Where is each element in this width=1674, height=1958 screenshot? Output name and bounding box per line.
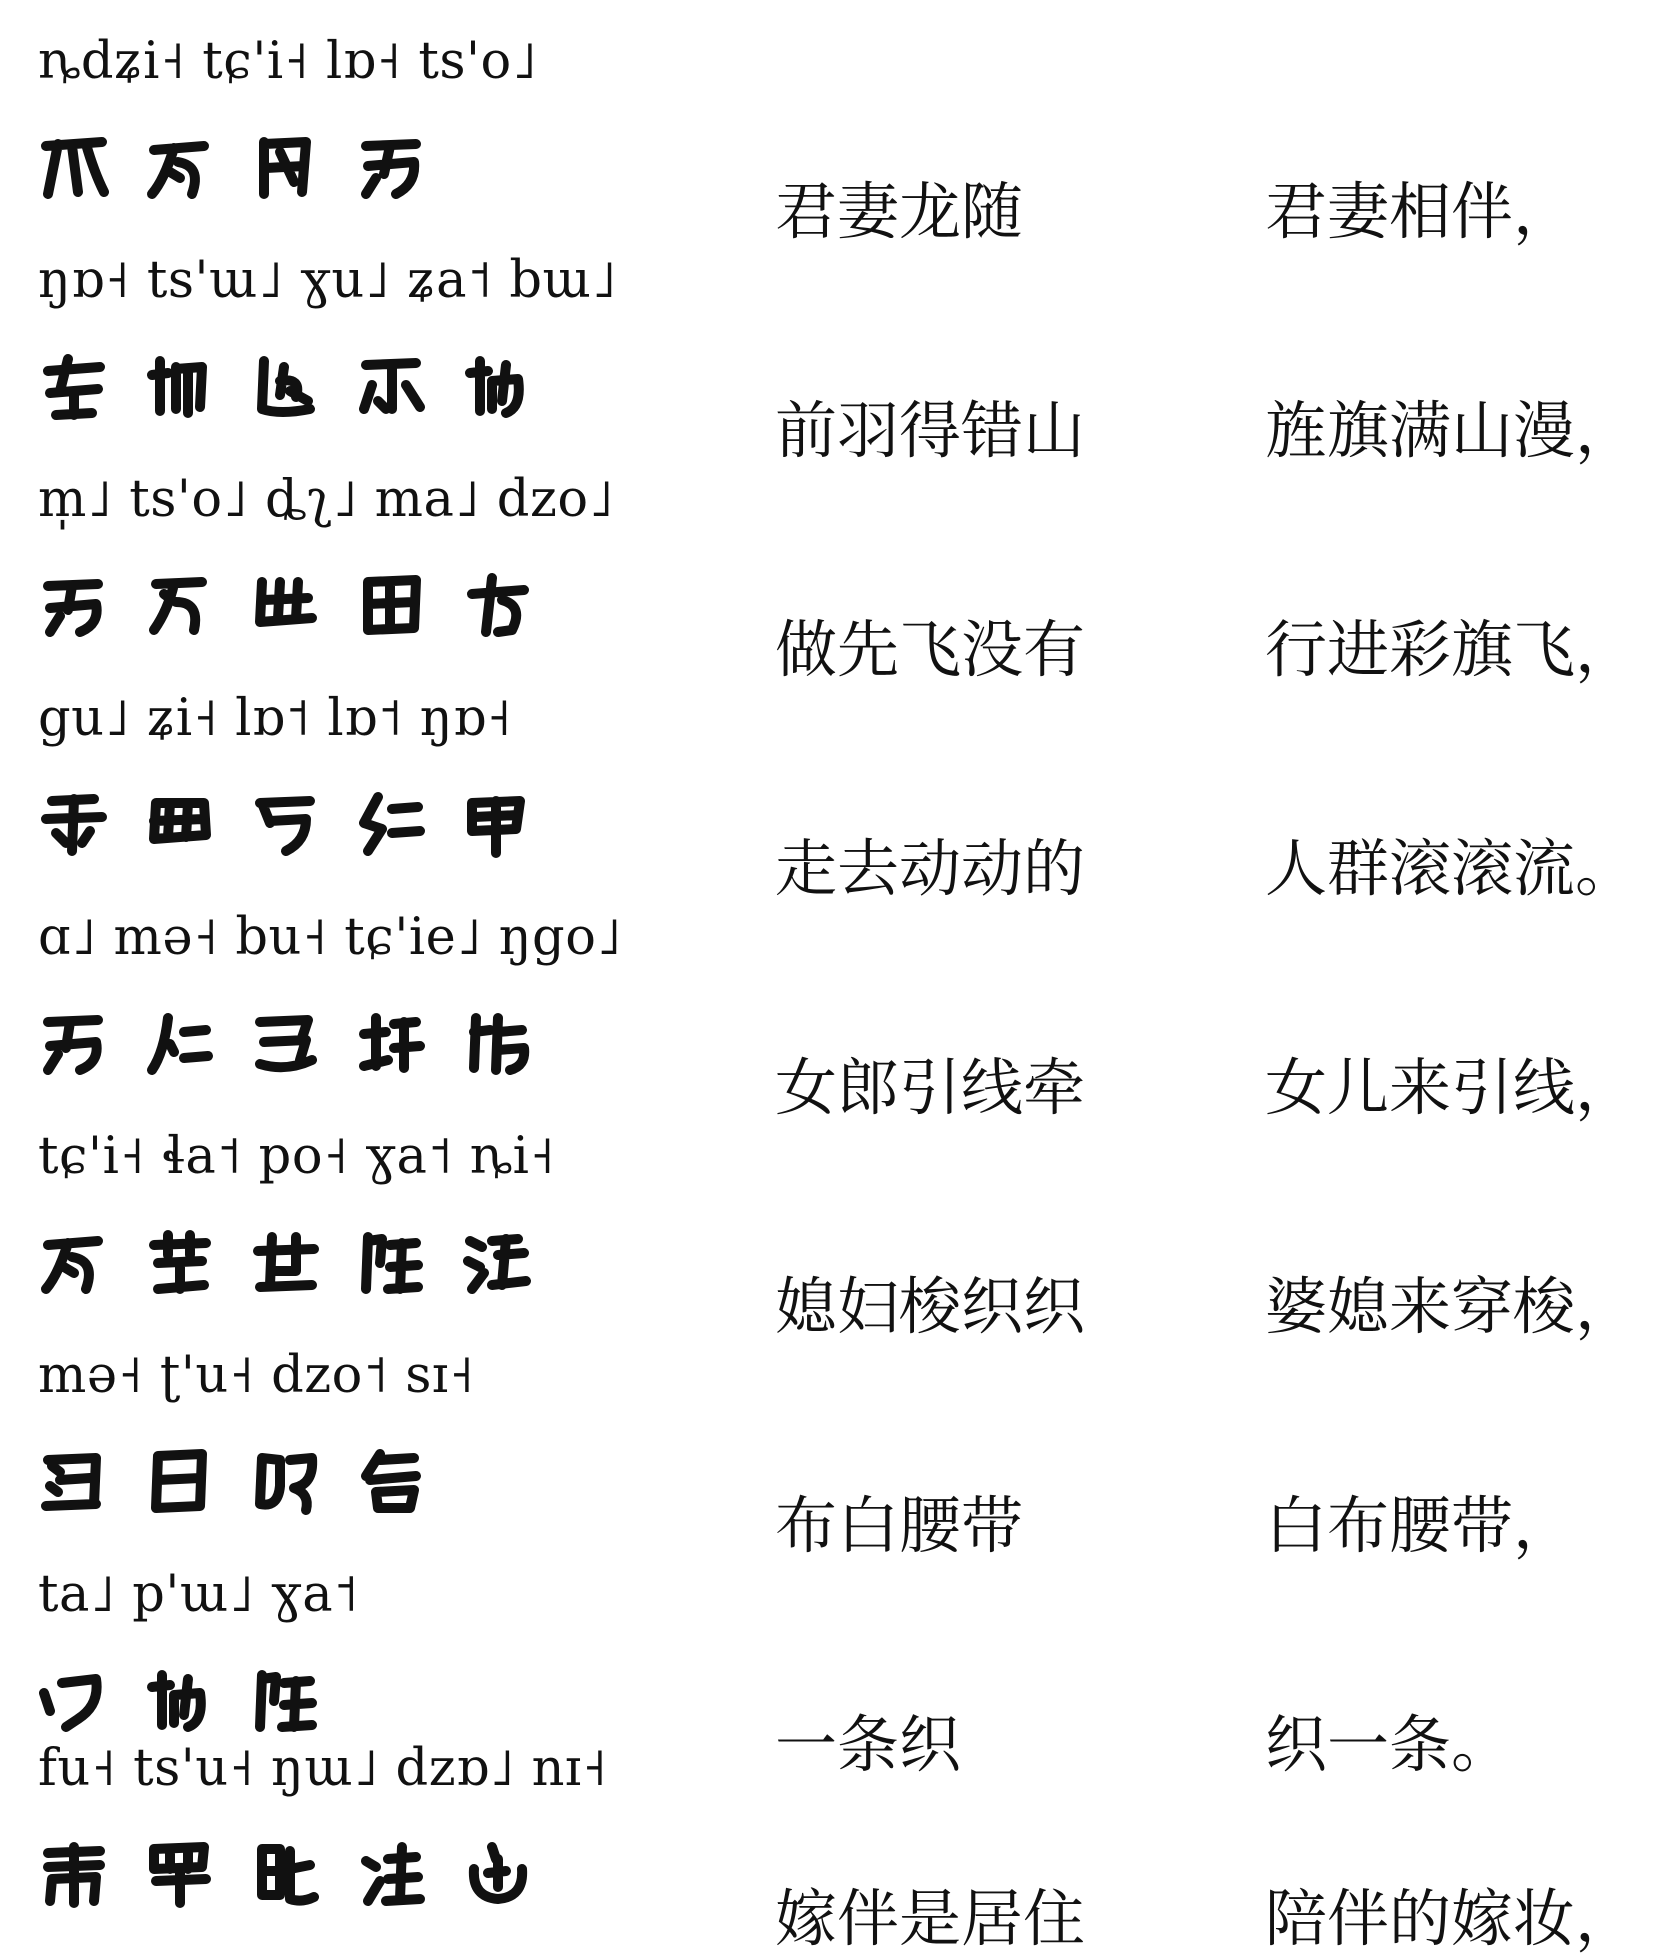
yi-glyph-1 [38,1446,110,1518]
free-translation: 白布腰带， [1265,1489,1576,1562]
yi-glyph-4 [356,1008,428,1080]
stanza-9 [0,1737,1674,1956]
ipa-transcription: ȵdʑi˧ tɕ'i˧ lɒ˧ ts'o˩ [38,32,538,91]
free-translation: 君妻相伴， [1265,175,1576,248]
yi-script-line [38,556,568,656]
ipa-transcription: gu˩ ʑi˧ lɒ˦ lɒ˦ ŋɒ˧ [38,689,512,748]
yi-glyph-4 [356,570,428,642]
yi-glyph-3 [250,1446,322,1518]
yi-glyph-2 [144,351,216,423]
yi-glyph-3 [250,1008,322,1080]
yi-glyph-4 [356,351,428,423]
literal-translation: 一条织 [775,1708,962,1781]
literal-translation: 君妻龙随 [775,175,1024,248]
free-translation: 婆媳来穿梭， [1265,1270,1638,1343]
yi-glyph-2 [144,1008,216,1080]
stanza-3 [0,468,1674,687]
yi-glyph-1 [38,1839,110,1911]
yi-glyph-2 [144,789,216,861]
yi-script-line [38,1651,356,1751]
ipa-transcription: m̩˩ ts'o˩ ȡʅ˩ ma˩ dzo˩ [38,470,615,529]
yi-glyph-2 [144,132,216,204]
yi-glyph-1 [38,1008,110,1080]
free-translation: 陪伴的嫁妆， [1265,1882,1638,1955]
stanza-5 [0,906,1674,1125]
yi-glyph-4 [356,1839,428,1911]
yi-script-line [38,775,568,875]
yi-glyph-4 [356,1227,428,1299]
ipa-transcription: ŋɒ˧ ts'ɯ˩ ɣu˩ ʑa˦ bɯ˩ [38,251,618,310]
yi-glyph-3 [250,351,322,423]
yi-glyph-5 [462,351,534,423]
literal-translation: 媳妇梭织织 [775,1270,1086,1343]
stanza-6 [0,1125,1674,1344]
free-translation: 旌旗满山漫， [1265,394,1638,467]
literal-translation: 布白腰带 [775,1489,1024,1562]
yi-glyph-1 [38,351,110,423]
literal-translation: 走去动动的 [775,832,1086,905]
ipa-transcription: tɕ'i˧ ɬa˦ po˧ ɣa˦ ȵi˧ [38,1127,556,1186]
yi-glyph-3 [250,1665,322,1737]
yi-glyph-1 [38,1665,110,1737]
stanza-2 [0,249,1674,468]
ipa-transcription: fu˧ ts'u˧ ŋɯ˩ dzɒ˩ nɪ˧ [38,1739,608,1798]
yi-glyph-5 [462,1227,534,1299]
stanza-7 [0,1344,1674,1563]
yi-glyph-3 [250,1839,322,1911]
yi-glyph-3 [250,789,322,861]
yi-script-line [38,994,568,1094]
free-translation: 织一条。 [1265,1708,1514,1781]
yi-glyph-3 [250,570,322,642]
yi-glyph-4 [356,132,428,204]
yi-glyph-2 [144,1446,216,1518]
yi-glyph-2 [144,570,216,642]
yi-script-line [38,1213,568,1313]
free-translation: 女儿来引线， [1265,1051,1638,1124]
free-translation: 人群滚滚流。 [1265,832,1638,905]
stanza-1 [0,30,1674,249]
yi-glyph-2 [144,1839,216,1911]
yi-script-line [38,337,568,437]
yi-glyph-3 [250,1227,322,1299]
yi-glyph-1 [38,789,110,861]
yi-glyph-2 [144,1665,216,1737]
stanza-4 [0,687,1674,906]
ipa-transcription: ɑ˩ mə˧ bu˧ tɕ'ie˩ ŋgo˩ [38,908,623,967]
ipa-transcription: mə˧ ʈ'u˧ dzo˦ sɪ˧ [38,1346,475,1405]
yi-script-line [38,1432,462,1532]
ipa-transcription: ta˩ p'ɯ˩ ɣa˦ [38,1565,359,1624]
literal-translation: 前羽得错山 [775,394,1086,467]
yi-glyph-1 [38,570,110,642]
free-translation: 行进彩旗飞， [1265,613,1638,686]
yi-glyph-2 [144,1227,216,1299]
literal-translation: 嫁伴是居住 [775,1882,1086,1955]
yi-script-line [38,118,462,218]
yi-glyph-1 [38,132,110,204]
yi-glyph-5 [462,1008,534,1080]
literal-translation: 做先飞没有 [775,613,1086,686]
yi-glyph-3 [250,132,322,204]
yi-glyph-4 [356,1446,428,1518]
yi-glyph-5 [462,570,534,642]
literal-translation: 女郎引线牵 [775,1051,1086,1124]
yi-script-line [38,1825,568,1925]
yi-glyph-4 [356,789,428,861]
yi-glyph-5 [462,789,534,861]
yi-glyph-5 [462,1839,534,1911]
yi-glyph-1 [38,1227,110,1299]
